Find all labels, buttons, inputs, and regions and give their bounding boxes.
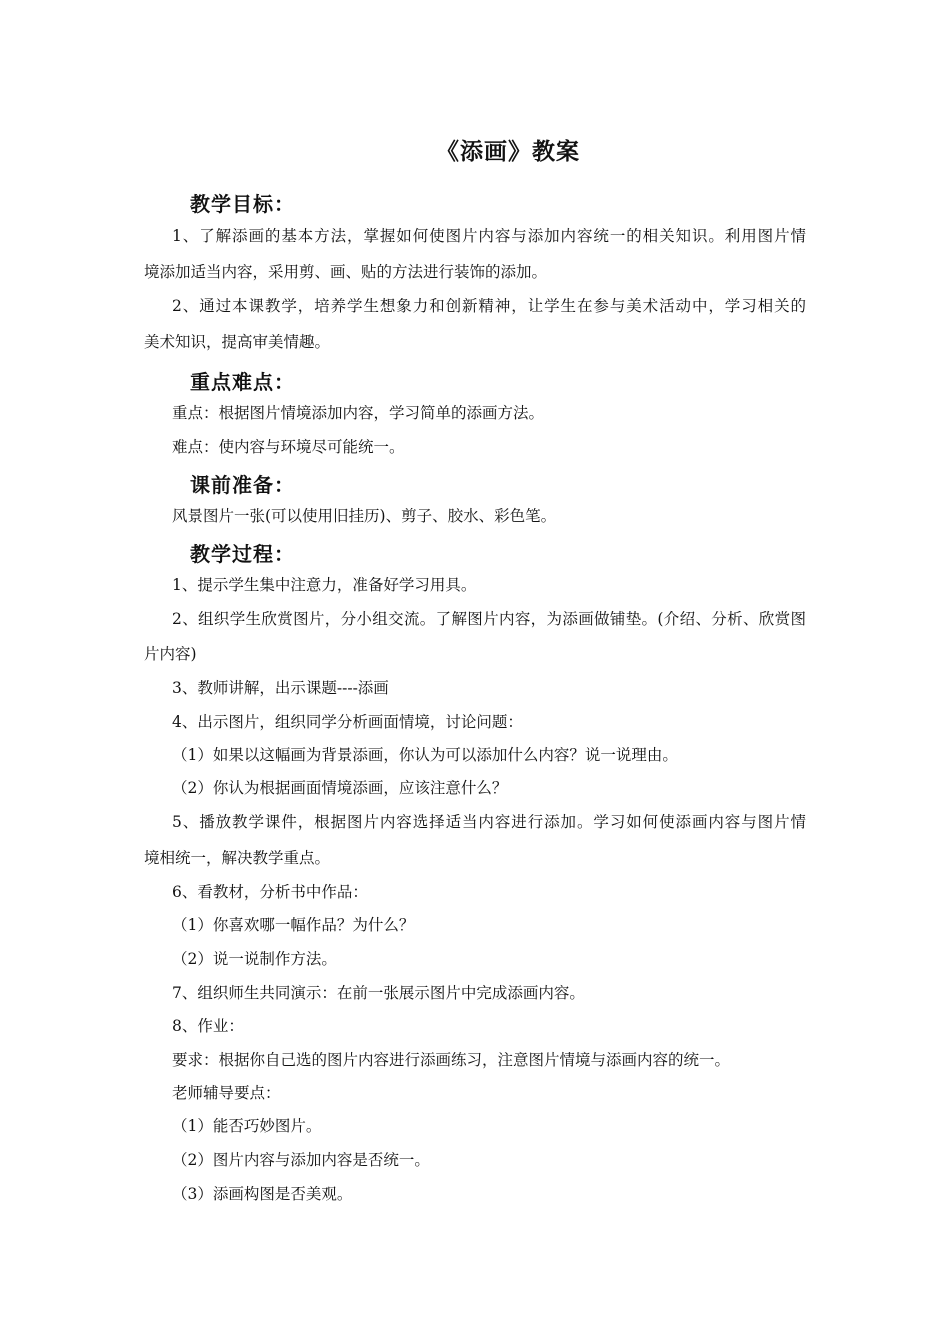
process-step-7: 7、组织师生共同演示：在前一张展示图片中完成添画内容。 bbox=[172, 984, 585, 1002]
process-step-6-question-2: （2）说一说制作方法。 bbox=[172, 950, 337, 968]
process-step-4-question-2: （2）你认为根据画面情境添画，应该注意什么？ bbox=[172, 779, 508, 797]
document-title: 《添画》教案 bbox=[436, 138, 580, 165]
guidance-point-3: （3）添画构图是否美观。 bbox=[172, 1185, 353, 1203]
guidance-point-1: （1）能否巧妙图片。 bbox=[172, 1117, 322, 1135]
process-step-1: 1、提示学生集中注意力，准备好学习用具。 bbox=[172, 576, 477, 594]
key-point-text: 重点：根据图片情境添加内容，学习简单的添画方法。 bbox=[172, 404, 545, 422]
objective-2-line-2: 美术知识，提高审美情趣。 bbox=[144, 333, 331, 351]
process-step-2-line-1: 2、组织学生欣赏图片，分小组交流。了解图片内容，为添画做铺垫。(介绍、分析、欣赏图 bbox=[172, 610, 806, 628]
preparation-text: 风景图片一张(可以使用旧挂历)、剪子、胶水、彩色笔。 bbox=[172, 507, 557, 525]
process-step-5-line-2: 境相统一，解决教学重点。 bbox=[144, 849, 331, 867]
guidance-heading: 老师辅导要点： bbox=[172, 1084, 281, 1102]
heading-process: 教学过程： bbox=[190, 542, 295, 566]
heading-preparation: 课前准备： bbox=[190, 473, 295, 497]
process-step-3: 3、教师讲解，出示课题----添画 bbox=[172, 679, 389, 697]
guidance-point-2: （2）图片内容与添加内容是否统一。 bbox=[172, 1151, 430, 1169]
process-step-4: 4、出示图片，组织同学分析画面情境，讨论问题： bbox=[172, 713, 523, 731]
process-step-5-line-1: 5、播放教学课件，根据图片内容选择适当内容进行添加。学习如何使添画内容与图片情 bbox=[172, 813, 806, 831]
objective-1-line-2: 境添加适当内容，采用剪、画、贴的方法进行装饰的添加。 bbox=[144, 263, 548, 281]
homework-requirement: 要求：根据你自己选的图片内容进行添画练习，注意图片情境与添画内容的统一。 bbox=[172, 1051, 731, 1069]
objective-1-line-1: 1、了解添画的基本方法，掌握如何使图片内容与添加内容统一的相关知识。利用图片情 bbox=[172, 227, 806, 245]
process-step-4-question-1: （1）如果以这幅画为背景添画，你认为可以添加什么内容？说一说理由。 bbox=[172, 746, 678, 764]
process-step-8: 8、作业： bbox=[172, 1017, 244, 1035]
process-step-6-question-1: （1）你喜欢哪一幅作品？为什么？ bbox=[172, 916, 415, 934]
heading-objectives: 教学目标： bbox=[190, 192, 295, 216]
process-step-6: 6、看教材，分析书中作品： bbox=[172, 883, 368, 901]
process-step-2-line-2: 片内容) bbox=[144, 645, 197, 663]
heading-key-points: 重点难点： bbox=[190, 370, 295, 394]
difficulty-text: 难点：使内容与环境尽可能统一。 bbox=[172, 438, 405, 456]
objective-2-line-1: 2、通过本课教学，培养学生想象力和创新精神，让学生在参与美术活动中，学习相关的 bbox=[172, 297, 806, 315]
